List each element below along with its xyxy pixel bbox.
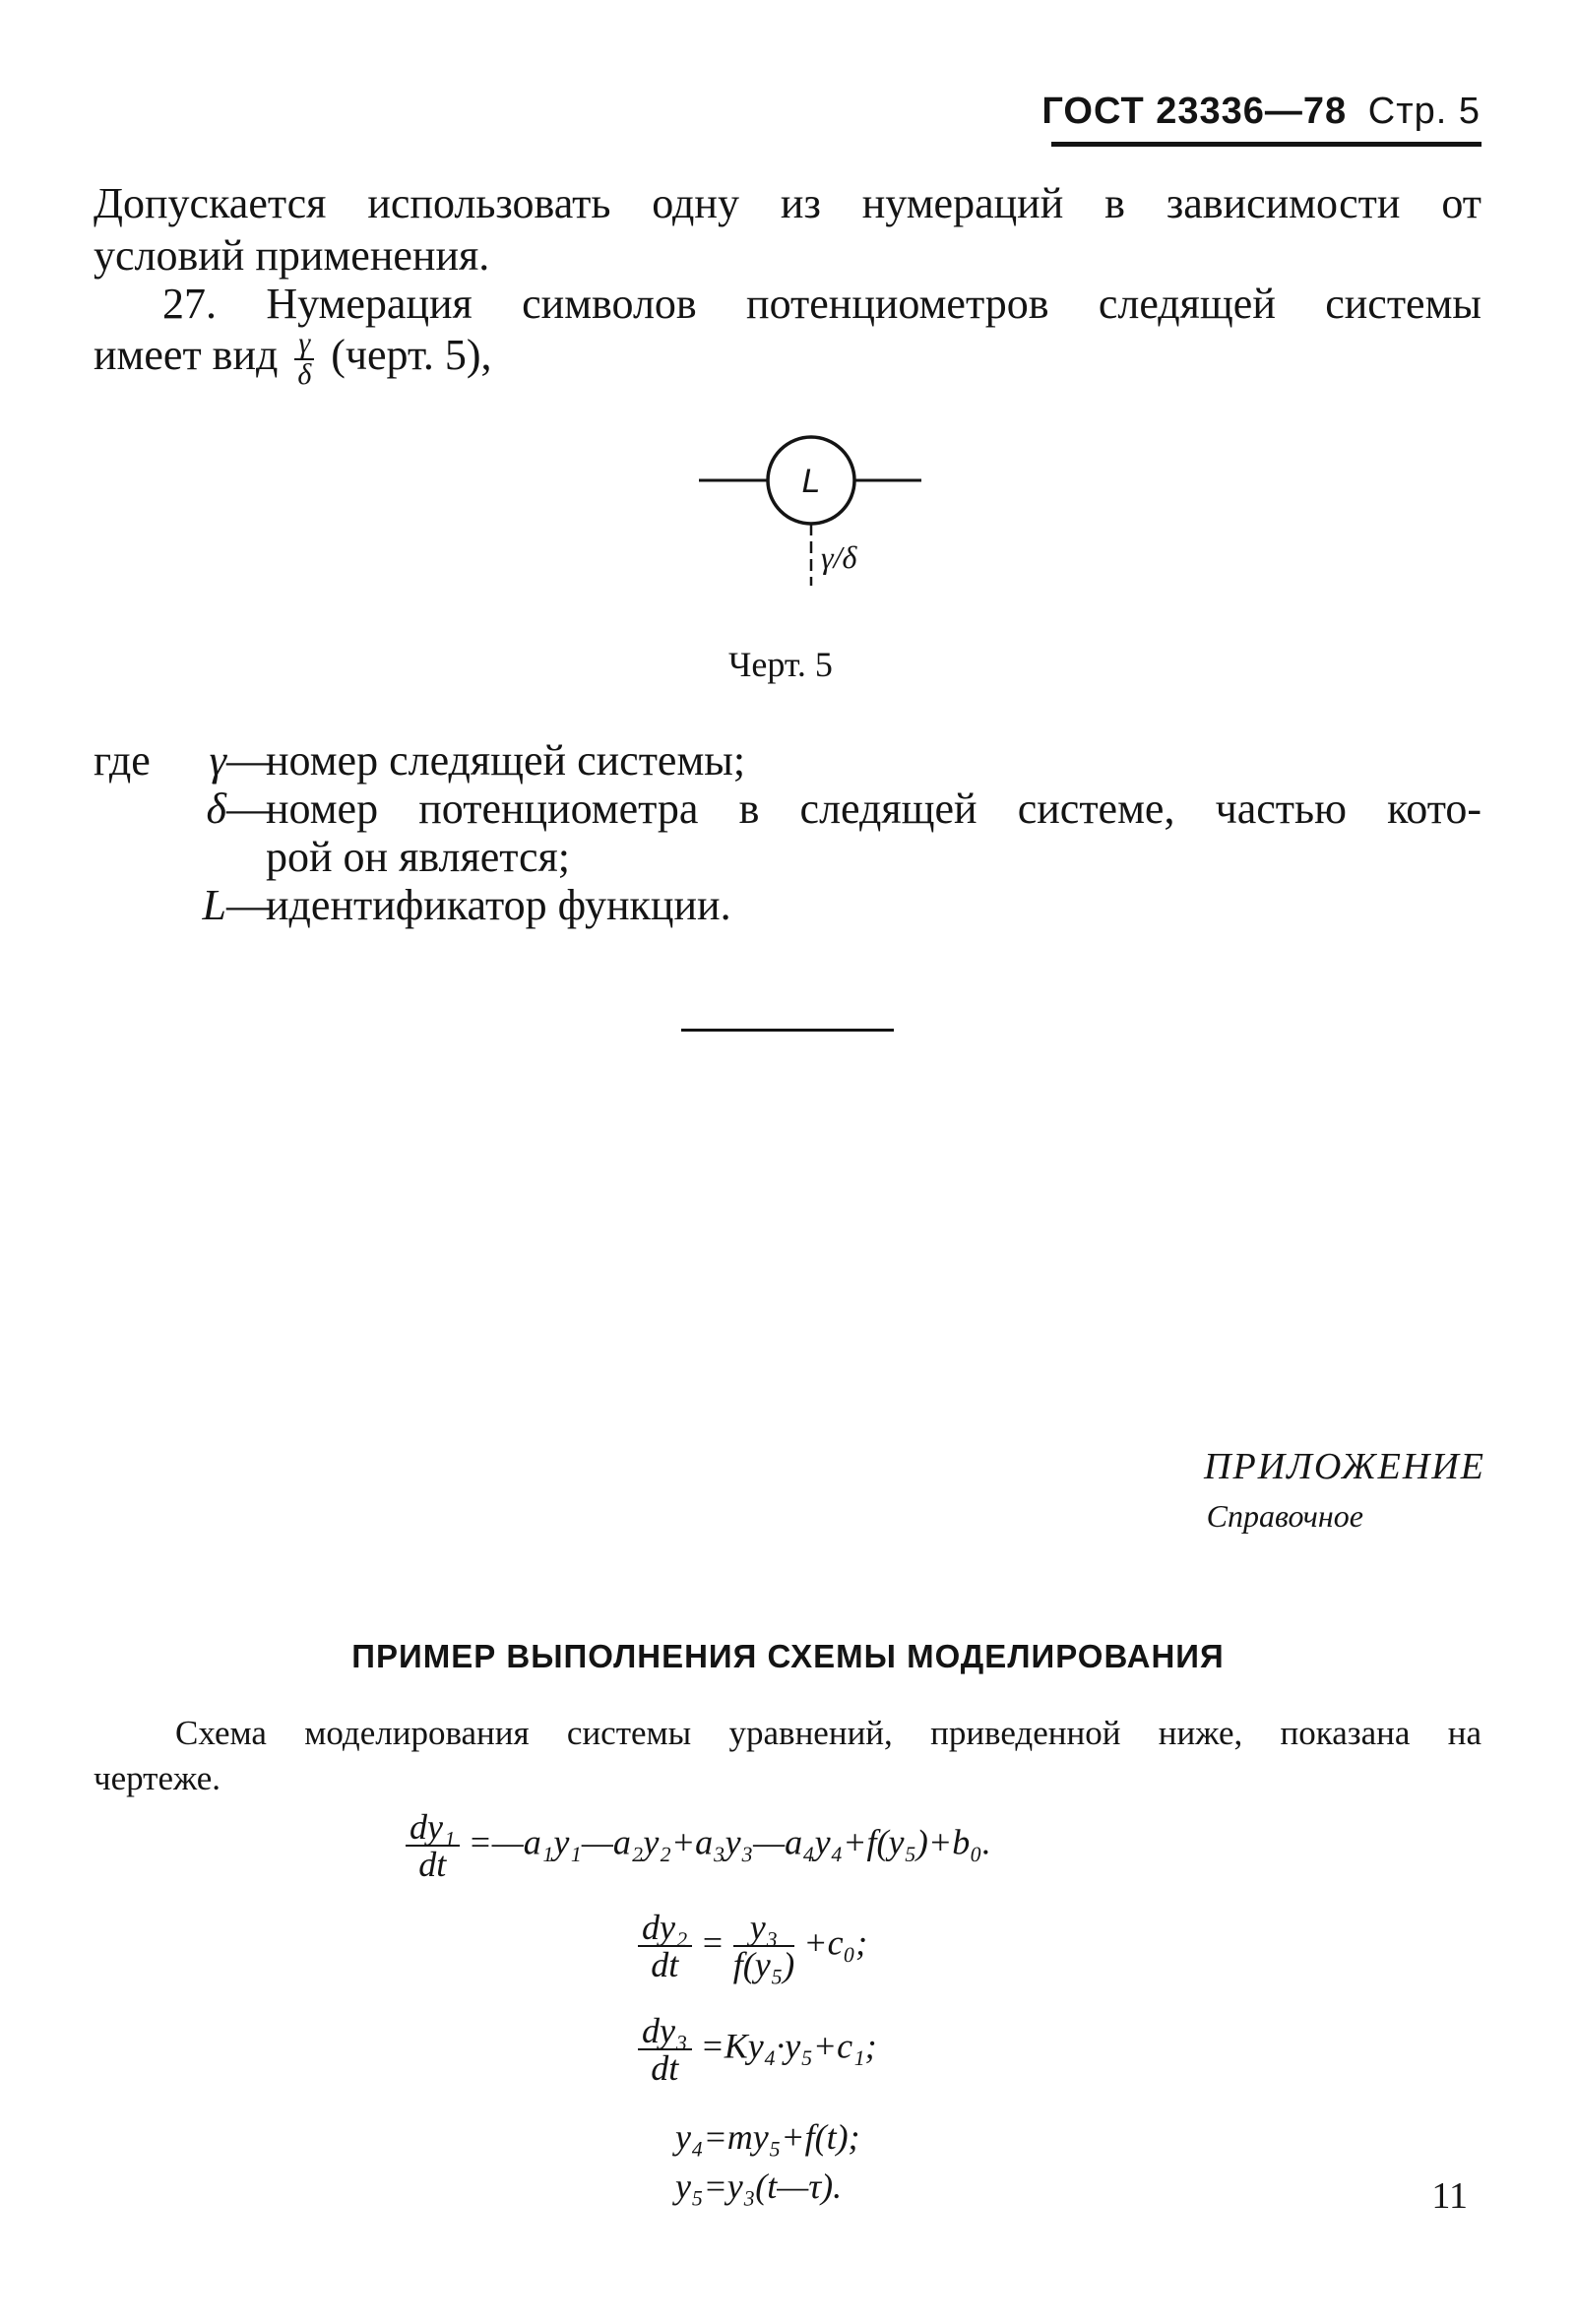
equation-5: y₅=y₃(t—τ). [675,2167,843,2206]
definition-row [94,881,1481,929]
eq2-denominator: dt [651,1945,679,1984]
paragraph-line-1: Схема моделирования системы уравнений, приведенной ниже, показана на [175,1714,1481,1752]
eq1-rhs: =—a₁y₁—a₂y₂+a₃y₃—a₄y₄+f(y₅)+b₀. [468,1822,991,1862]
definition-symbol: γ [209,736,226,785]
definition-dash: — [226,881,270,929]
eq2-tail: +c₀; [803,1922,868,1963]
item-27-prefix: имеет вид [94,331,279,380]
eq1-derivative [406,1809,460,1882]
intro-line-2: условий применения. [94,231,490,280]
header-rule [1051,142,1481,147]
page-label: Стр. 5 [1367,91,1481,132]
appendix-subtitle: Справочное [1206,1498,1363,1534]
definition-text: рой он является; [266,833,571,881]
eq3-rhs: =Ky₄·y₅+c₁; [700,2026,877,2066]
doc-number: ГОСТ 23336—78 [1041,91,1348,132]
definition-row [94,833,1481,881]
eq3-derivative [638,2013,692,2086]
item-27-line-2 [94,329,492,390]
definition-symbol: δ [206,785,226,833]
circle-label: L [801,463,821,500]
definition-dash: — [226,736,270,785]
item-27-line-1: 27. Нумерация символов потенциометров следящей системы [162,280,1481,328]
potentiometer-symbol-figure [689,418,925,596]
eq2-ratio-denominator: f(y₅) [732,1945,795,1984]
definitions-list [94,736,1481,929]
definition-text: номер потенциометра в следящей системе, частью кото- [266,785,1481,833]
definition-row [94,736,1481,785]
intro-line-1: Допускается использовать одну из нумераций в зависимости от [94,179,1481,227]
fraction-numerator: γ [294,329,314,360]
fraction-denominator: δ [297,358,312,391]
page-number: 11 [1431,2175,1468,2217]
item-27-suffix: (черт. 5), [331,331,492,380]
definition-lead: где [94,736,151,785]
section-title: ПРИМЕР ВЫПОЛНЕНИЯ СХЕМЫ МОДЕЛИРОВАНИЯ [351,1638,1225,1674]
definition-text: номер следящей системы; [266,736,746,785]
slider-label: γ/δ [821,539,857,575]
equation-1 [406,1809,991,1882]
eq3-numerator: dy₃ [638,2013,692,2050]
definition-text: идентификатор функции. [266,881,731,929]
eq1-denominator: dt [418,1845,447,1884]
eq2-ratio-numerator: y₃ [733,1910,794,1947]
page-header [1041,91,1481,133]
eq2-derivative [638,1910,692,1982]
section-divider [681,1029,894,1032]
appendix-title: ПРИЛОЖЕНИЕ [1204,1446,1485,1487]
eq2-equals: = [700,1922,725,1963]
equation-3 [638,2013,877,2086]
eq2-ratio [733,1910,794,1982]
definition-dash: — [226,785,270,833]
eq1-numerator: dy₁ [406,1809,460,1847]
definition-row [94,785,1481,833]
eq3-denominator: dt [651,2048,679,2088]
equation-2 [638,1910,867,1982]
definition-symbol: L [202,881,226,929]
equation-4: y₄=my₅+f(t); [675,2117,860,2157]
eq2-numerator: dy₂ [638,1910,692,1947]
paragraph-line-2: чертеже. [94,1759,221,1797]
gamma-delta-fraction [294,329,314,390]
figure-caption: Черт. 5 [728,645,833,684]
